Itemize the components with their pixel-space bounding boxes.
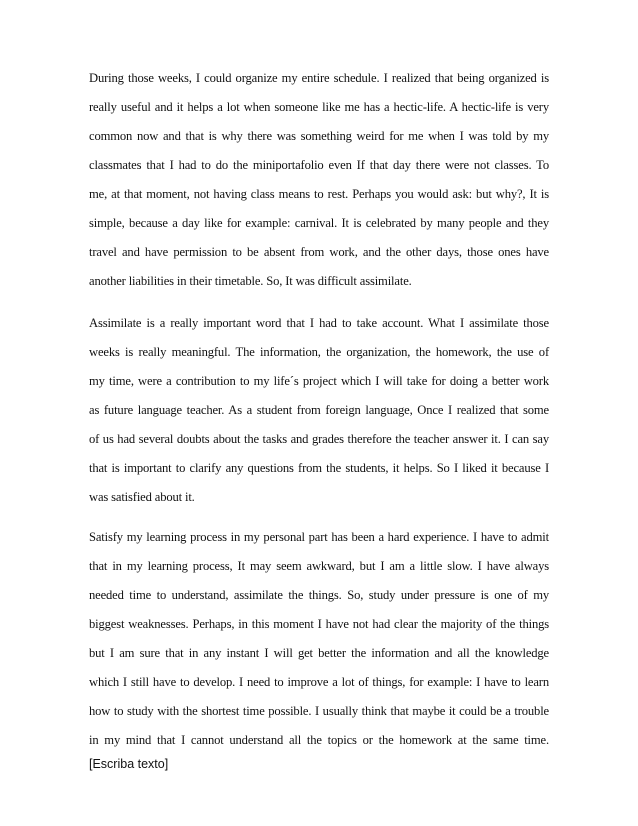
text-line: was satisfied about it. (89, 490, 195, 504)
text-line: simple, because a day like for example: carnival. It is celebrated by many people and they (89, 216, 549, 230)
text-line: common now and that is why there was something weird for me when I was told by my (89, 129, 549, 143)
text-line: really useful and it helps a lot when someone like me has a hectic-life. A hectic-life is very (89, 100, 549, 114)
text-line: Assimilate is a really important word that I had to take account. What I assimilate those (89, 316, 549, 330)
text-line: but I am sure that in any instant I will get better the information and all the knowledge (89, 646, 549, 660)
text-line: how to study with the shortest time possible. I usually think that maybe it could be a trouble (89, 704, 549, 718)
text-line: weeks is really meaningful. The information, the organization, the homework, the use of (89, 345, 549, 359)
text-line: needed time to understand, assimilate the things. So, study under pressure is one of my (89, 588, 549, 602)
text-line: of us had several doubts about the tasks and grades therefore the teacher answer it. I can say (89, 432, 549, 446)
text-line: which I still have to develop. I need to improve a lot of things, for example: I have to learn (89, 675, 549, 689)
text-line: classmates that I had to do the miniportafolio even If that day there were not classes. To (89, 158, 549, 172)
text-line: me, at that moment, not having class means to rest. Perhaps you would ask: but why?, It is (89, 187, 549, 201)
text-line: that in my learning process, It may seem awkward, but I am a little slow. I have always (89, 559, 549, 573)
text-line: During those weeks, I could organize my entire schedule. I realized that being organized is (89, 71, 549, 85)
text-line: biggest weaknesses. Perhaps, in this moment I have not had clear the majority of the things (89, 617, 549, 631)
text-line: another liabilities in their timetable. So, It was difficult assimilate. (89, 274, 412, 288)
text-line: travel and have permission to be absent from work, and the other days, those ones have (89, 245, 549, 259)
text-line: Satisfy my learning process in my personal part has been a hard experience. I have to admit (89, 530, 549, 544)
text-line: as future language teacher. As a student from foreign language, Once I realized that some (89, 403, 549, 417)
text-line: that is important to clarify any questions from the students, it helps. So I liked it because I (89, 461, 549, 475)
page-footer: [Escriba texto] (89, 757, 169, 771)
text-line: my time, were a contribution to my life´s project which I will take for doing a better work (89, 374, 549, 388)
text-line: in my mind that I cannot understand all the topics or the homework at the same time. (89, 733, 549, 747)
